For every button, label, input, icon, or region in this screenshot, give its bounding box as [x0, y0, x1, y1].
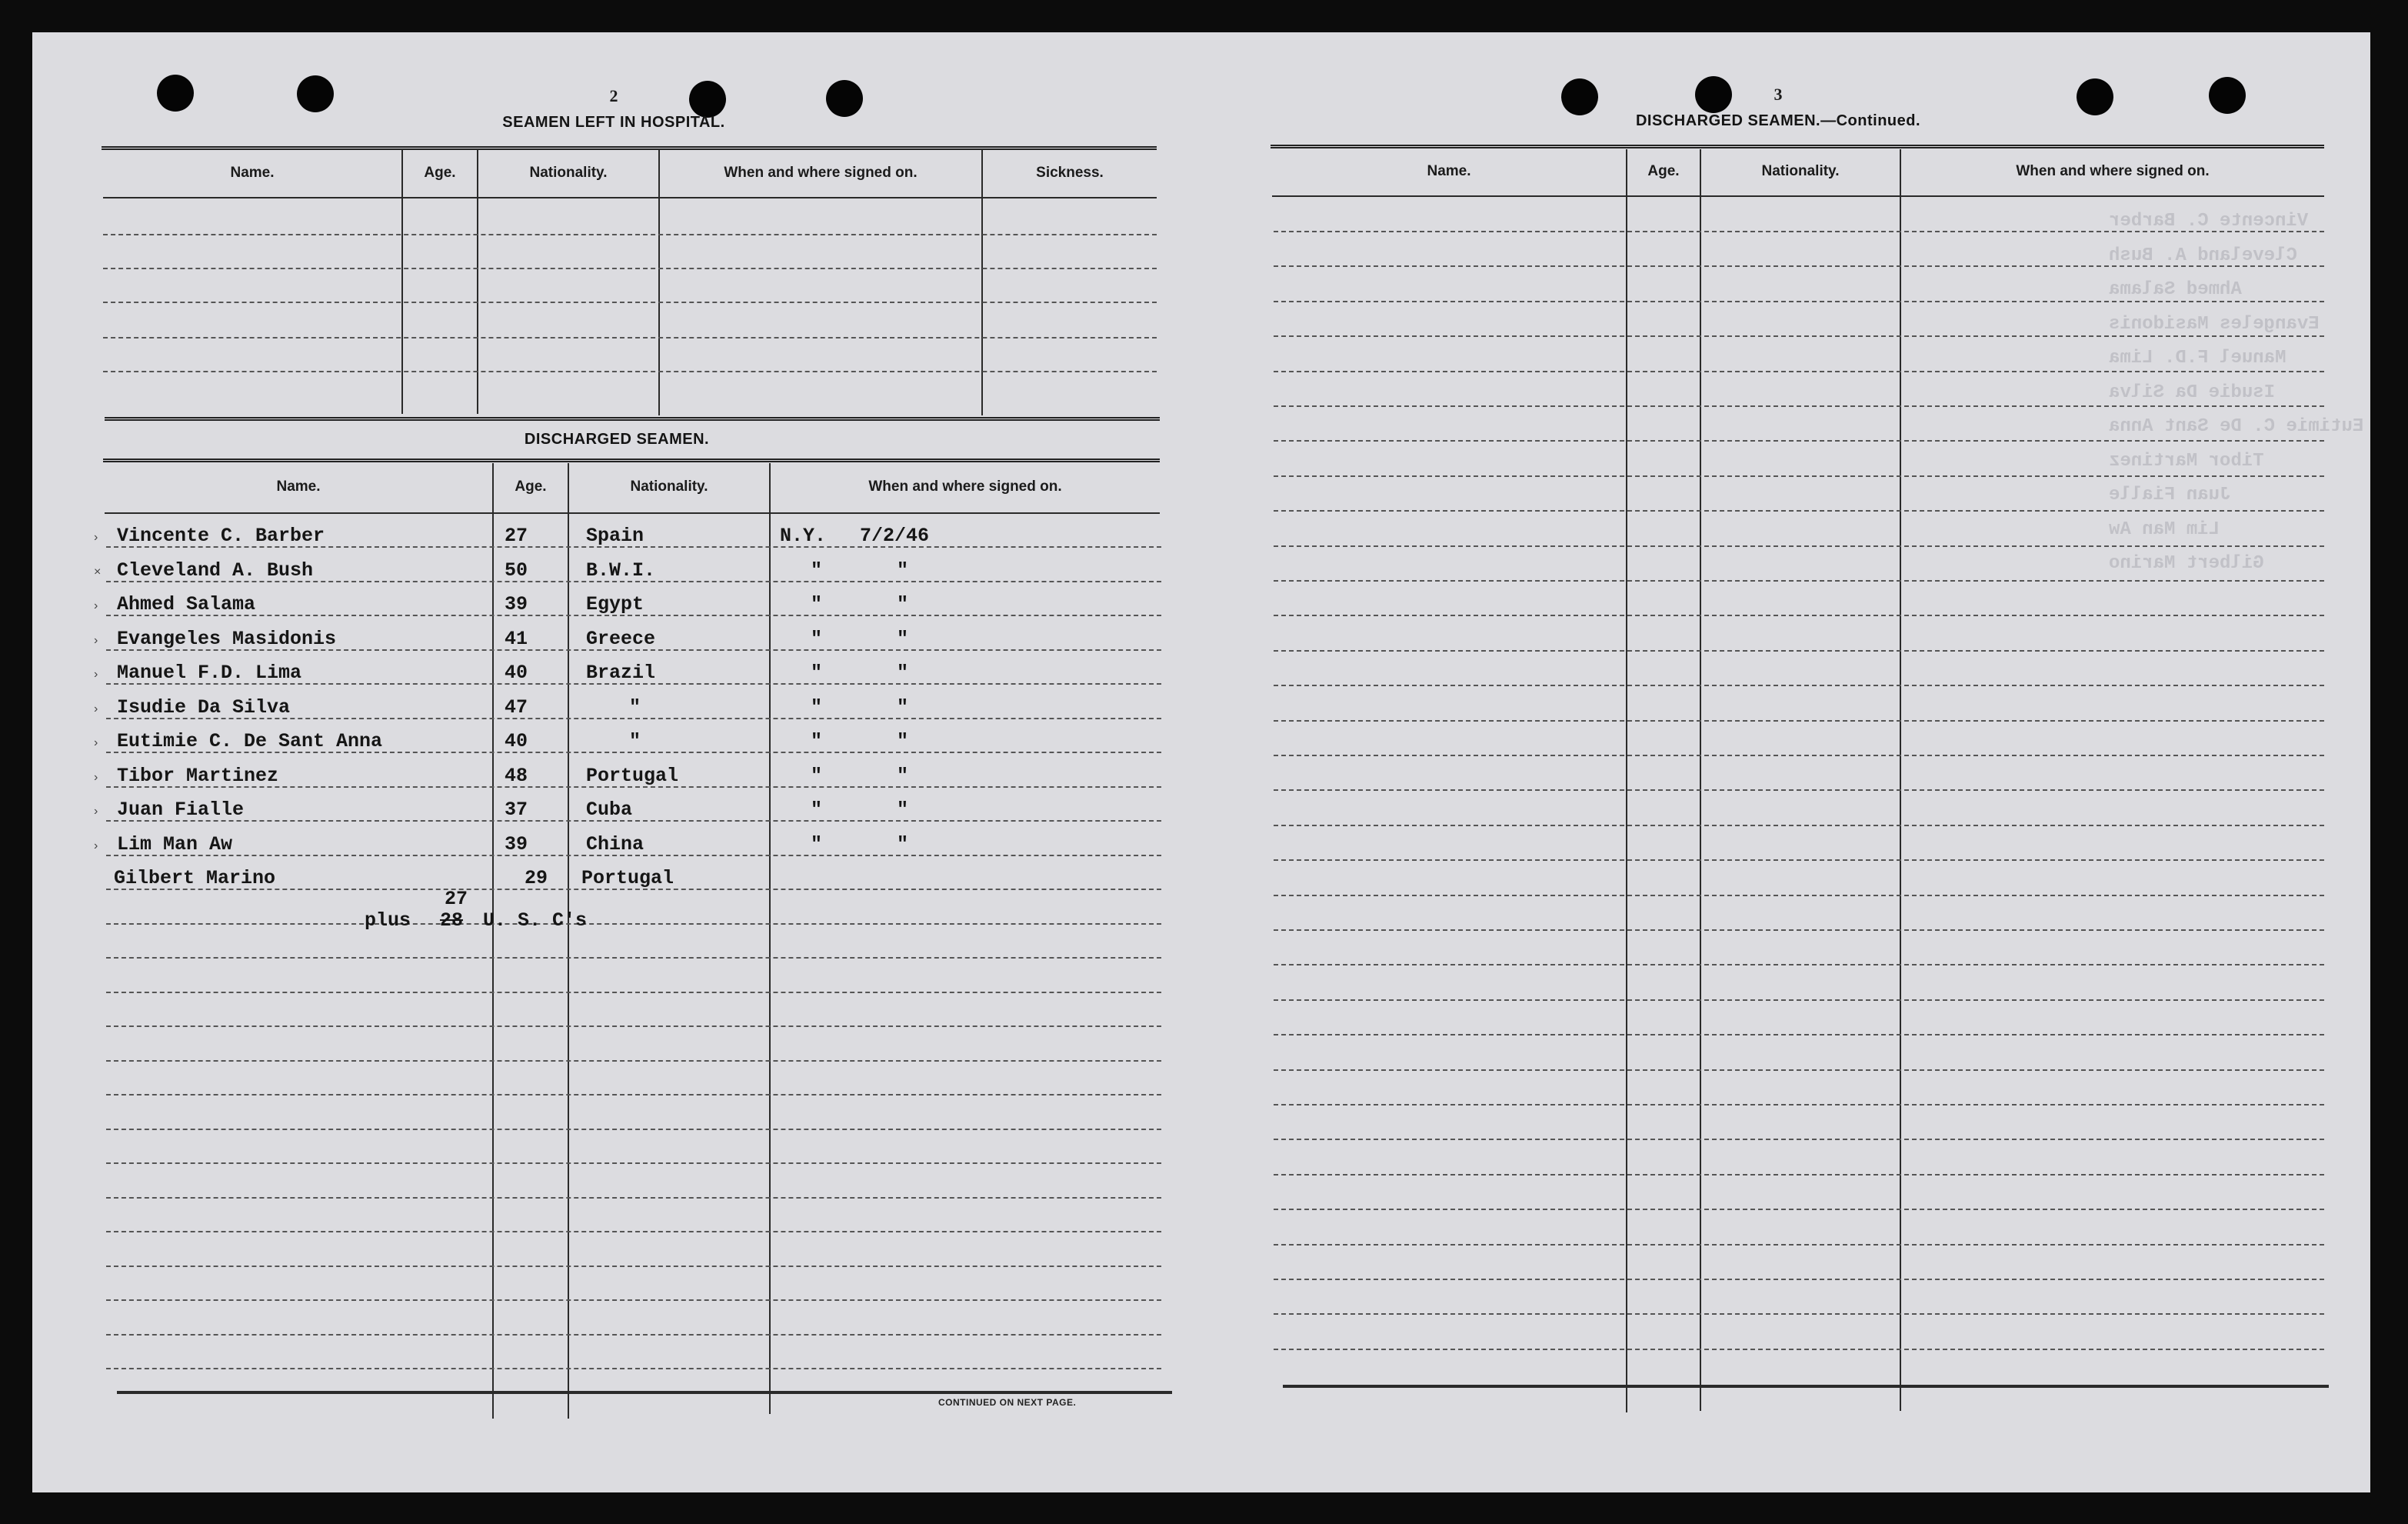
row-line: [1274, 335, 2324, 337]
hospital-col-sickness: Sickness.: [1036, 165, 1104, 181]
seaman-nationality: Brazil: [586, 662, 656, 684]
seaman-age: 48: [505, 765, 528, 787]
discharged-header-rule: [105, 512, 1160, 514]
seaman-name: Lim Man Aw: [117, 833, 233, 855]
punch-hole: [2077, 78, 2113, 115]
left-page-bottom-rule: [117, 1391, 1172, 1394]
right-col-signed-on: When and where signed on.: [2016, 163, 2210, 179]
right-table-top-rule: [1271, 145, 2324, 148]
signed-on-place: ": [811, 730, 823, 752]
check-mark: ›: [94, 634, 98, 647]
signed-on-place: N.Y.: [780, 525, 827, 547]
discharged-table-top-rule: [103, 459, 1160, 462]
seaman-name: Manuel F.D. Lima: [117, 662, 302, 684]
seaman-nationality: Portugal: [586, 765, 679, 787]
row-line: [1274, 1209, 2324, 1210]
row-line: [106, 1368, 1161, 1369]
right-col-name: Name.: [1427, 163, 1471, 179]
row-line: [106, 957, 1161, 959]
signed-on-place: ": [811, 765, 823, 787]
check-mark: ›: [94, 736, 98, 749]
seaman-age: 29: [525, 867, 548, 889]
hospital-col-divider: [981, 149, 983, 415]
right-col-divider: [1900, 149, 1901, 1411]
seaman-name: Ahmed Salama: [117, 593, 256, 615]
right-col-age: Age.: [1647, 163, 1680, 179]
bleed-through-text: Evangeles Masidonis: [2109, 314, 2320, 335]
row-line: [1274, 301, 2324, 302]
seaman-nationality: ": [629, 696, 641, 719]
row-line: [1274, 929, 2324, 931]
row-line: [1274, 720, 2324, 722]
row-line: [1274, 1174, 2324, 1176]
hospital-header-rule: [103, 197, 1157, 198]
row-line: [1274, 825, 2324, 826]
signed-on-date: ": [897, 833, 909, 855]
row-line: [1274, 1279, 2324, 1280]
row-line: [106, 923, 1161, 925]
seaman-nationality: Spain: [586, 525, 644, 547]
seaman-nationality: Greece: [586, 628, 656, 650]
check-mark: ×: [94, 565, 102, 579]
right-col-nationality: Nationality.: [1761, 163, 1840, 179]
plus-label: plus: [365, 909, 411, 932]
row-line: [1274, 789, 2324, 791]
check-mark: ›: [94, 771, 98, 784]
seaman-name: Tibor Martinez: [117, 765, 279, 787]
seaman-name: Evangeles Masidonis: [117, 628, 337, 650]
seaman-name: Isudie Da Silva: [117, 696, 291, 719]
row-line: [1274, 1034, 2324, 1035]
seaman-nationality: Cuba: [586, 799, 633, 821]
left-page-number: 2: [609, 86, 618, 105]
hospital-row-line: [103, 371, 1157, 372]
bleed-through-text: Tibor Martinez: [2109, 451, 2264, 472]
discharged-col-signed-on: When and where signed on.: [868, 479, 1062, 495]
hospital-table-top-rule: [102, 146, 1157, 150]
row-line: [106, 1025, 1161, 1027]
seaman-age: 40: [505, 662, 528, 684]
hospital-col-nationality: Nationality.: [529, 165, 608, 181]
check-mark: ›: [94, 839, 98, 852]
check-mark: ›: [94, 702, 98, 715]
right-page-bottom-rule: [1283, 1385, 2329, 1388]
seaman-age: 39: [505, 593, 528, 615]
discharged-col-nationality: Nationality.: [630, 479, 708, 495]
bleed-through-text: Juan Fialle: [2109, 485, 2231, 505]
discharged-section-title: DISCHARGED SEAMEN.: [524, 431, 710, 448]
hospital-col-divider: [658, 149, 660, 415]
signed-on-date: ": [897, 799, 909, 821]
continued-footnote: CONTINUED ON NEXT PAGE.: [938, 1397, 1077, 1408]
row-line: [1274, 1139, 2324, 1140]
row-line: [1274, 440, 2324, 442]
right-col-divider: [1700, 149, 1701, 1411]
row-line: [1274, 999, 2324, 1001]
row-line: [1274, 650, 2324, 652]
row-line: [106, 1060, 1161, 1062]
row-line: [1274, 545, 2324, 547]
punch-hole: [297, 75, 334, 112]
signed-on-date: ": [897, 559, 909, 582]
hospital-row-line: [103, 234, 1157, 235]
seaman-age: 39: [505, 833, 528, 855]
signed-on-date: 7/2/46: [860, 525, 930, 547]
row-line: [106, 1094, 1161, 1095]
signed-on-date: ": [897, 662, 909, 684]
signed-on-place: ": [811, 593, 823, 615]
row-line: [1274, 510, 2324, 512]
signed-on-place: ": [811, 628, 823, 650]
hospital-row-line: [103, 302, 1157, 303]
punch-hole: [2209, 77, 2246, 114]
bleed-through-text: Vincente C. Barber: [2109, 211, 2309, 232]
document-sheet: [32, 32, 2370, 1492]
check-mark: ›: [94, 531, 98, 544]
seaman-nationality: B.W.I.: [586, 559, 656, 582]
hospital-col-divider: [401, 149, 403, 414]
punch-hole: [689, 81, 726, 118]
row-line: [1274, 1069, 2324, 1071]
row-line: [1274, 859, 2324, 861]
seaman-age: 50: [505, 559, 528, 582]
row-line: [1274, 475, 2324, 477]
seaman-age: 40: [505, 730, 528, 752]
right-section-title: DISCHARGED SEAMEN.—Continued.: [1635, 112, 1921, 129]
punch-hole: [1695, 76, 1732, 113]
right-header-rule: [1272, 195, 2324, 197]
row-line: [106, 1231, 1161, 1232]
bleed-through-text: Ahmed Salama: [2109, 279, 2242, 300]
bleed-through-text: Cleveland A. Bush: [2109, 245, 2297, 266]
right-page-number: 3: [1774, 85, 1783, 104]
hospital-table-bottom-rule: [105, 417, 1160, 421]
row-line: [106, 1197, 1161, 1199]
row-line: [106, 992, 1161, 993]
seaman-name: Gilbert Marino: [114, 867, 276, 889]
signed-on-date: ": [897, 593, 909, 615]
plus-citizen-text: U. S. C's: [483, 909, 588, 932]
discharged-col-divider: [568, 463, 569, 1419]
row-line: [106, 820, 1161, 822]
signed-on-place: ": [811, 799, 823, 821]
row-line: [1274, 1313, 2324, 1315]
row-line: [1274, 405, 2324, 407]
signed-on-place: ": [811, 696, 823, 719]
right-col-divider: [1626, 149, 1627, 1412]
punch-hole: [157, 75, 194, 112]
discharged-col-divider: [492, 463, 494, 1419]
seaman-age: 41: [505, 628, 528, 650]
row-line: [1274, 615, 2324, 616]
row-line: [1274, 895, 2324, 896]
bleed-through-text: Manuel F.D. Lima: [2109, 348, 2286, 368]
signed-on-place: ": [811, 833, 823, 855]
hospital-row-line: [103, 268, 1157, 269]
row-line: [106, 1162, 1161, 1164]
row-line: [1274, 685, 2324, 686]
row-line: [1274, 371, 2324, 372]
hospital-col-name: Name.: [230, 165, 275, 181]
row-line: [1274, 755, 2324, 756]
discharged-col-divider: [769, 463, 771, 1414]
seaman-name: Juan Fialle: [117, 799, 245, 821]
row-line: [1274, 1104, 2324, 1105]
bleed-through-text: Gilbert Marino: [2109, 553, 2264, 574]
seaman-nationality: ": [629, 730, 641, 752]
seaman-age: 27: [505, 525, 528, 547]
punch-hole: [1561, 78, 1598, 115]
row-line: [106, 1334, 1161, 1336]
hospital-col-signed-on: When and where signed on.: [724, 165, 918, 181]
bleed-through-text: Lim Man Aw: [2109, 519, 2220, 540]
row-line: [1274, 964, 2324, 965]
bleed-through-text: Isudie Da Silva: [2109, 382, 2276, 403]
row-line: [1274, 580, 2324, 582]
check-mark: ›: [94, 599, 98, 612]
plus-count-corrected: 27: [445, 888, 468, 910]
bleed-through-text: Eutimie C. De Sant Anna: [2109, 416, 2364, 437]
row-line: [1274, 1349, 2324, 1350]
signed-on-date: ": [897, 628, 909, 650]
seaman-name: Eutimie C. De Sant Anna: [117, 730, 383, 752]
hospital-section-title: SEAMEN LEFT IN HOSPITAL.: [502, 114, 725, 131]
discharged-col-name: Name.: [276, 479, 321, 495]
row-line: [106, 1266, 1161, 1267]
seaman-name: Cleveland A. Bush: [117, 559, 314, 582]
row-line: [106, 1129, 1161, 1130]
signed-on-date: ": [897, 696, 909, 719]
seaman-nationality: China: [586, 833, 644, 855]
seaman-age: 37: [505, 799, 528, 821]
check-mark: ›: [94, 668, 98, 681]
seaman-name: Vincente C. Barber: [117, 525, 325, 547]
signed-on-date: ": [897, 765, 909, 787]
discharged-col-age: Age.: [515, 479, 547, 495]
check-mark: ›: [94, 805, 98, 818]
signed-on-place: ": [811, 662, 823, 684]
hospital-row-line: [103, 337, 1157, 338]
signed-on-place: ": [811, 559, 823, 582]
hospital-col-divider: [477, 149, 478, 414]
signed-on-date: ": [897, 730, 909, 752]
row-line: [1274, 1244, 2324, 1246]
plus-count-original: 28: [440, 909, 464, 932]
punch-hole: [826, 80, 863, 117]
row-line: [106, 1299, 1161, 1301]
seaman-nationality: Egypt: [586, 593, 644, 615]
seaman-nationality: Portugal: [581, 867, 674, 889]
hospital-col-age: Age.: [424, 165, 456, 181]
seaman-age: 47: [505, 696, 528, 719]
